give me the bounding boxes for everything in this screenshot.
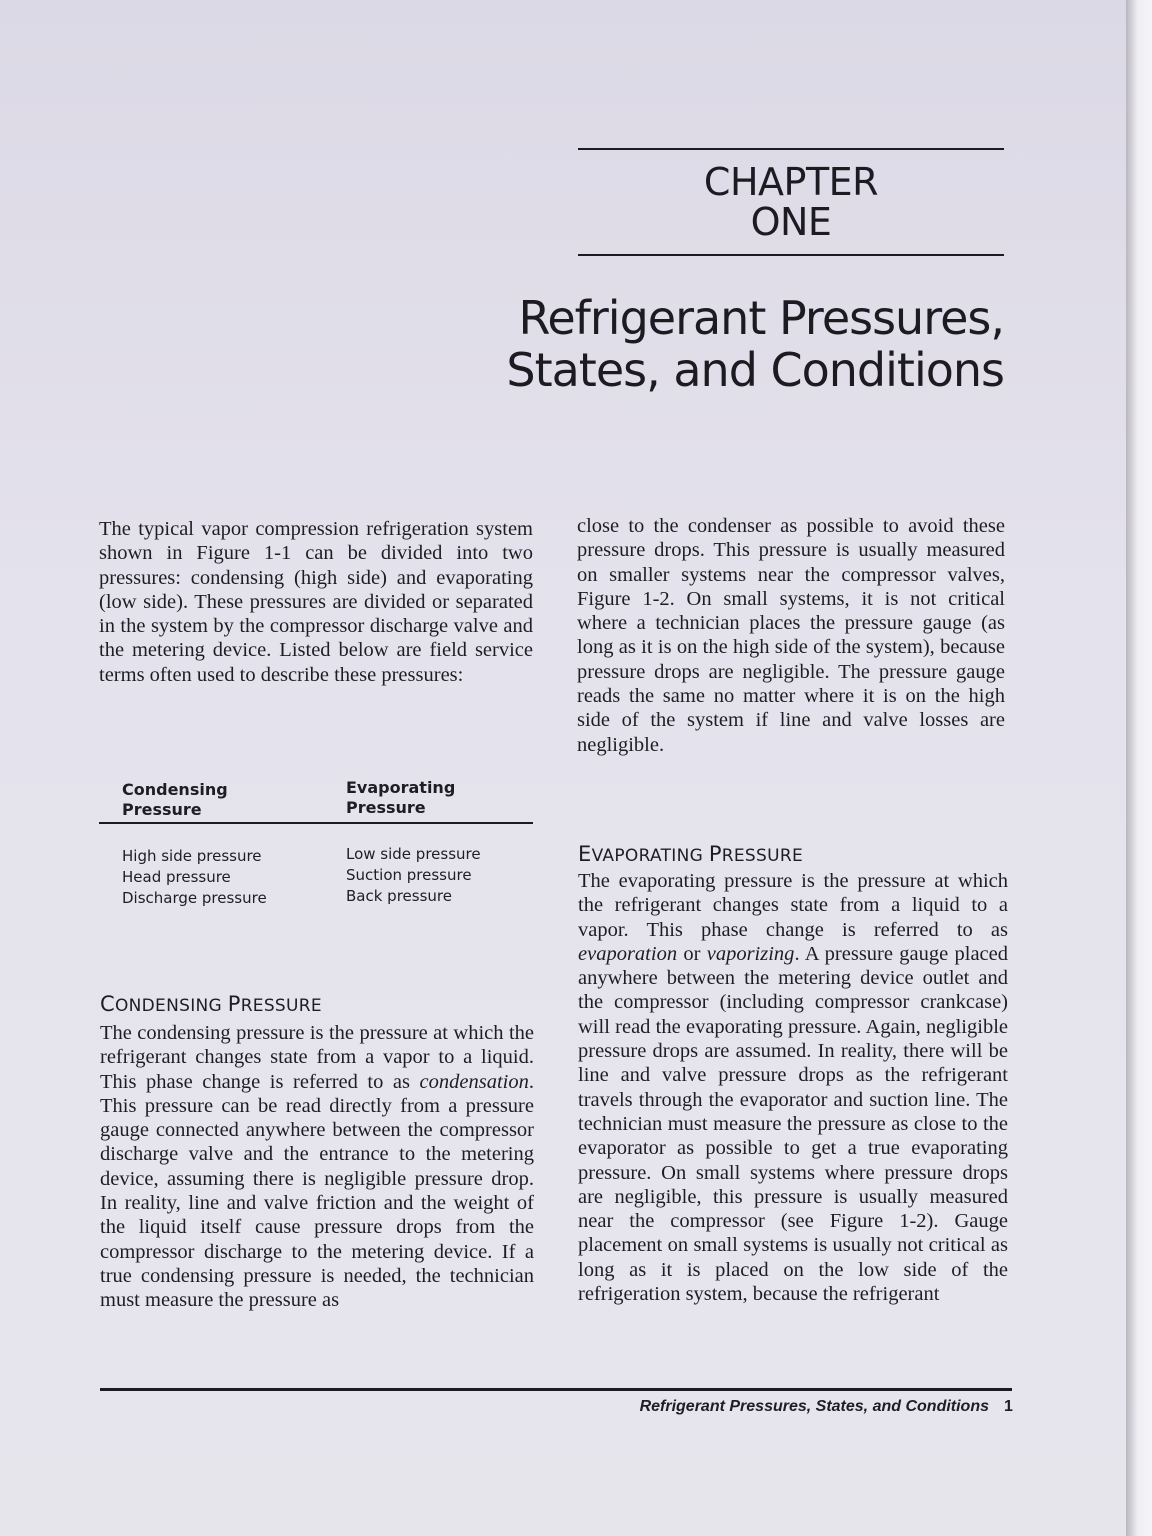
chapter-title-line-1: Refrigerant Pressures, [518,291,1004,345]
evaporating-text [578,869,1008,1306]
heading-smallcaps: VAPORATING [591,846,709,866]
table-header-condensing [122,780,228,820]
table-header-rule [99,822,533,824]
condensing-pressure-paragraph [100,1021,534,1313]
table-header-condensing-line-1: Condensing [122,780,228,799]
evaporating-pressure-paragraph [578,869,1008,1306]
page-number: 1 [1004,1398,1013,1415]
heading-smallcaps: ONDENSING [114,996,228,1016]
intro-text: The typical vapor compression refrigeration system shown in Figure 1-1 can be divided into two pressures: condensing (high side) and evaporating (low side). These pressures are divided or separated in the system by the compressor discharge valve and the metering device. Listed below are field service terms often used to describe these pressures: [99,518,533,686]
term-italic: condensation [419,1070,529,1093]
condensing-term: Head pressure [122,868,231,886]
condensing-term: Discharge pressure [122,889,267,907]
heading-initial: E [578,842,592,866]
condensing-term: High side pressure [122,847,262,865]
condensing-text [100,1021,534,1313]
page-edge [1126,0,1152,1536]
evaporating-term: Suction pressure [346,866,472,884]
chapter-number: ONE [750,200,832,244]
chapter-title [304,292,1004,396]
condensing-pressure-heading [100,992,322,1016]
chapter-heading [578,150,1004,255]
running-title: Refrigerant Pressures, States, and Conditions [639,1398,989,1415]
intro-paragraph [99,517,533,687]
heading-smallcaps: RESSURE [240,996,322,1016]
evaporating-pressure-heading [578,842,803,866]
heading-initial: P [227,992,241,1016]
evaporating-term: Low side pressure [346,845,481,863]
evaporating-term: Back pressure [346,887,452,905]
heading-initial: P [708,842,722,866]
term-italic: vaporizing [706,942,795,965]
term-italic: evaporation [578,942,678,965]
table-header-evaporating-line-1: Evaporating [346,778,456,797]
table-header-condensing-line-2: Pressure [122,800,202,819]
chapter-bottom-rule [578,254,1004,256]
heading-initial: C [100,992,115,1016]
chapter-label: CHAPTER [703,160,879,204]
table-header-evaporating-line-2: Pressure [346,798,426,817]
text-run: or [677,942,707,965]
table-header-evaporating [346,778,455,818]
continuation-text: close to the condenser as possible to avoid these pressure drops. This pressure is usually measured on smaller systems near the compressor valves, Figure 1-2. On small systems, it is not critical where a technician places the pressure gauge (as long as it is on the high side of the system), because pressure drops are negligible. The pressure gauge reads the same no matter where it is on the high side of the system if line and valve losses are negligible. [577,515,1005,756]
footer-rule [100,1388,1012,1391]
text-run: The evaporating pressure is the pressure at which the refrigerant changes state from a liquid to a vapor. This phase change is referred to as [578,870,1008,941]
text-run: . A pressure gauge placed anywhere between the metering device outlet and the compressor (including compressor crankcase) will read the evaporating pressure. Again, negligible pressure drops are assumed. In reality, there will be line and valve pressure drops as the refrigerant travels through the evaporator and suction line. The technician must measure the pressure as close to the evaporator as possible to get a true evaporating pressure. On small systems where pressure drops are negligible, this pressure is usually measured near the compressor (see Figure 1-2). Gauge placement on small systems is usually not critical as long as it is placed on the low side of the refrigeration system, because the refrigerant [578,942,1008,1306]
text-run: The condensing pressure is the pressure at which the refrigerant changes state from a vapor to a liquid. This phase change is referred to as [100,1022,534,1093]
heading-smallcaps: RESSURE [721,846,804,866]
text-run: . This pressure can be read directly from a pressure gauge connected anywhere between the compressor discharge valve and the entrance to the metering device, assuming there is negligible pressure drop. In reality, line and valve friction and the weight of the liquid itself cause pressure drops from the compressor discharge to the metering device. If a true condensing pressure is needed, the technician must measure the pressure as [100,1070,534,1312]
continuation-paragraph [577,514,1005,757]
chapter-title-line-2: States, and Conditions [506,343,1004,397]
